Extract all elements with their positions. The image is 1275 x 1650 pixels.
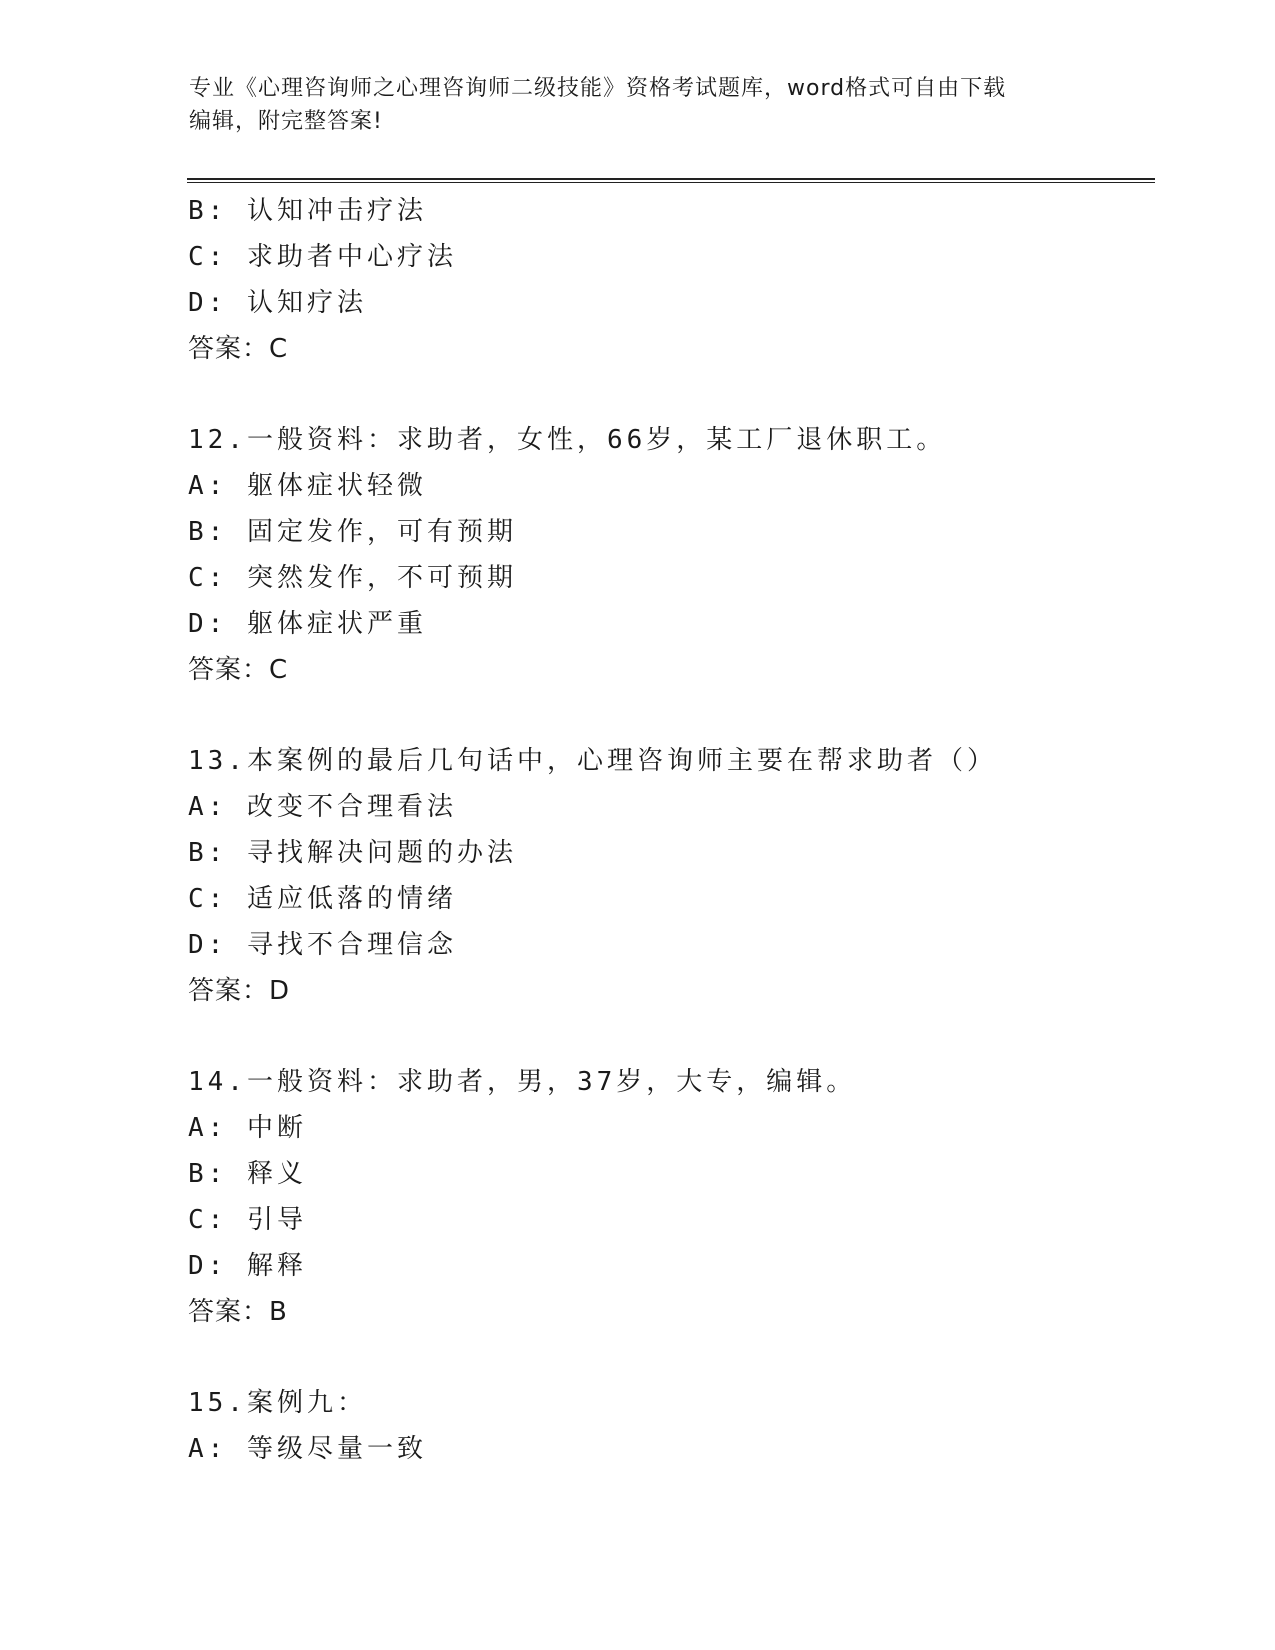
header-line-1: 专业《心理咨询师之心理咨询师二级技能》资格考试题库，word格式可自由下载 <box>189 76 1007 101</box>
option-d: D: 寻找不合理信念 <box>188 930 457 960</box>
option-d: D: 躯体症状严重 <box>188 609 427 639</box>
spacer <box>188 1335 1168 1380</box>
header-divider <box>187 178 1155 183</box>
answer: 答案：B <box>188 1297 288 1327</box>
question-text: 13.本案例的最后几句话中，心理咨询师主要在帮求助者（） <box>188 746 997 776</box>
option-c: C: 突然发作，不可预期 <box>188 563 517 593</box>
option-d: D: 认知疗法 <box>188 288 367 318</box>
option-a: A: 躯体症状轻微 <box>188 471 427 501</box>
answer: 答案：D <box>188 976 291 1006</box>
option-b: B: 释义 <box>188 1159 307 1189</box>
question-11-block <box>188 188 1168 372</box>
document-header <box>189 72 1089 138</box>
option-a: A: 改变不合理看法 <box>188 792 457 822</box>
question-12-block <box>188 417 1168 693</box>
answer: 答案：C <box>188 655 289 685</box>
spacer <box>188 693 1168 738</box>
question-text: 15.案例九： <box>188 1388 367 1418</box>
option-d: D: 解释 <box>188 1251 307 1281</box>
question-13-block <box>188 738 1168 1014</box>
option-a: A: 等级尽量一致 <box>188 1434 427 1464</box>
question-text: 14.一般资料：求助者，男，37岁，大专，编辑。 <box>188 1067 857 1097</box>
spacer <box>188 1014 1168 1059</box>
header-line-2: 编辑，附完整答案! <box>189 109 383 134</box>
option-c: C: 引导 <box>188 1205 307 1235</box>
option-b: B: 认知冲击疗法 <box>188 196 427 226</box>
answer: 答案：C <box>188 334 289 364</box>
option-a: A: 中断 <box>188 1113 307 1143</box>
spacer <box>188 372 1168 417</box>
option-b: B: 寻找解决问题的办法 <box>188 838 517 868</box>
option-b: B: 固定发作，可有预期 <box>188 517 517 547</box>
question-list <box>188 188 1168 1472</box>
question-text: 12.一般资料：求助者，女性，66岁，某工厂退休职工。 <box>188 425 947 455</box>
question-14-block <box>188 1059 1168 1335</box>
option-c: C: 适应低落的情绪 <box>188 884 457 914</box>
question-15-block <box>188 1380 1168 1472</box>
option-c: C: 求助者中心疗法 <box>188 242 457 272</box>
